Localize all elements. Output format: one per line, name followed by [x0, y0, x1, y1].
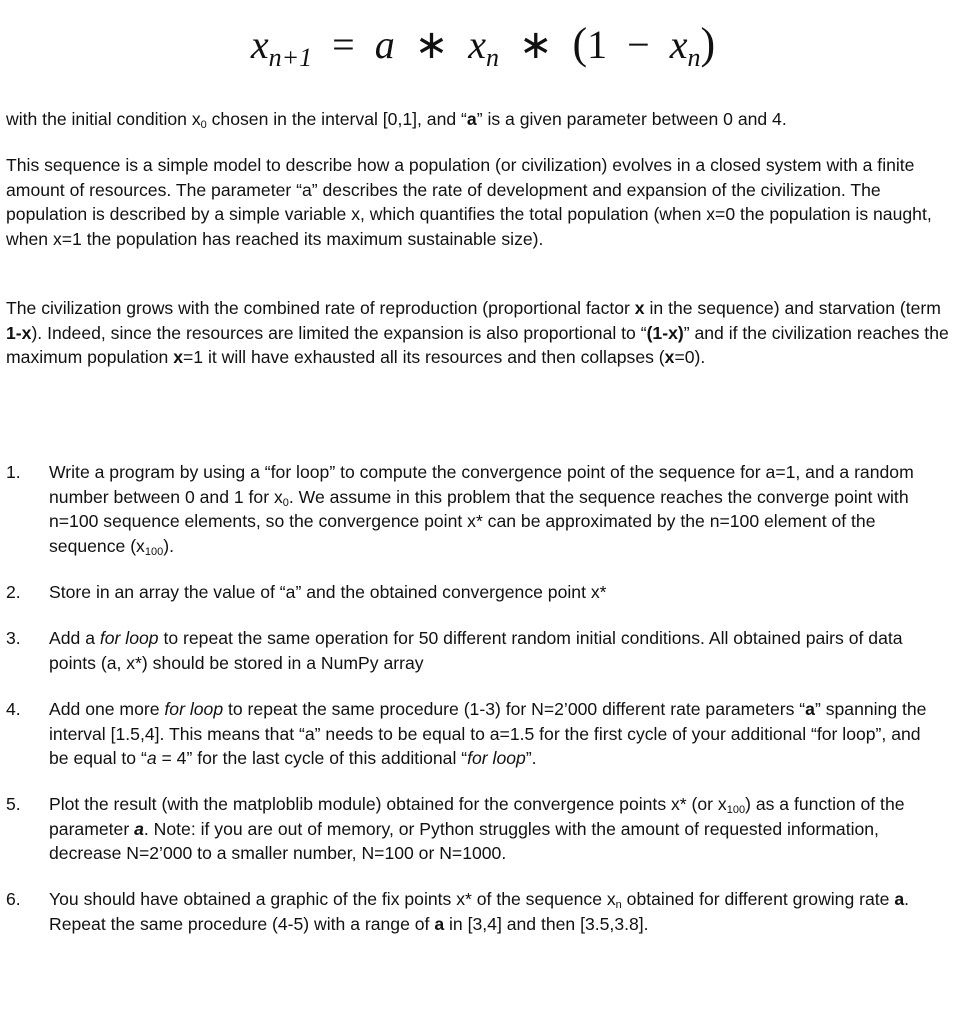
item4-text-2: to repeat the same procedure (1-3) for N=2’000 different rate parameters “ — [223, 699, 806, 719]
p3-bold-4: x — [173, 347, 184, 367]
item1-sub-2: 100 — [144, 545, 164, 558]
item-number: 5. — [6, 794, 21, 814]
item4-text-1: Add one more — [49, 699, 165, 719]
p3-bold-3: (1-x) — [646, 322, 684, 343]
item6-sub-1: n — [615, 899, 622, 911]
item4-italic-1: for loop — [164, 699, 224, 719]
item6-text-1: You should have obtained a graphic of the fix points x* of the sequence x — [49, 889, 616, 909]
item3-text-2: to repeat the same operation for 50 different random initial conditions. All obtained pairs of data points (a, x*) should be stored in a NumPy array — [49, 628, 903, 673]
item-text — [49, 580, 944, 605]
item-number: 4. — [6, 699, 21, 719]
eq-lhs-sub: n+1 — [268, 43, 313, 72]
intro-sub: 0 — [200, 119, 207, 131]
p3-text-2: in the sequence) and starvation (term — [644, 298, 941, 318]
eq-times-2: ∗ — [519, 22, 553, 67]
eq-param-a: a — [374, 22, 395, 67]
item4-italic-2: a — [146, 748, 157, 768]
growth-paragraph — [6, 296, 951, 370]
eq-lhs-var: x — [250, 22, 269, 67]
item-number: 2. — [6, 582, 21, 602]
item5-text-3: . Note: if you are out of memory, or Python struggles with the amount of requested information, decrease N=2’000 to a smaller number, N=100 or N=1000. — [49, 818, 879, 863]
item3-text-1: Add a — [49, 628, 100, 648]
item6-bold-1: a — [894, 889, 905, 909]
eq-x2: x — [669, 22, 688, 67]
item5-text-2: ) as a function of the parameter — [49, 794, 905, 839]
eq-times-1: ∗ — [414, 22, 449, 67]
item5-text-1: Plot the result (with the matploblib module) obtained for the convergence points x* (or x — [49, 794, 727, 814]
eq-x1-sub: n — [486, 43, 499, 72]
p3-text-5: =1 it will have exhausted all its resources and then collapses ( — [183, 347, 665, 367]
item6-text-4: in [3,4] and then [3.5,3.8]. — [444, 913, 649, 934]
eq-lparen: ( — [572, 19, 588, 68]
intro-text-1: with the initial condition x — [6, 109, 201, 129]
item5-bold-italic-1: a — [134, 818, 144, 839]
intro-text-2: chosen in the interval [0,1], and “ — [206, 109, 467, 129]
item-number: 1. — [6, 462, 21, 482]
item1-text-1: Write a program by using a “for loop” to compute the convergence point of the sequence for a=1, and a random number between 0 and 1 for x — [49, 462, 914, 507]
item2-text-1: Store in an array the value of “a” and the obtained convergence point x* — [49, 582, 607, 602]
intro-bold-a: a — [466, 109, 477, 129]
p3-text-6: =0). — [674, 347, 706, 367]
item4-text-4: = 4” for the last cycle of this additional “ — [156, 748, 468, 768]
eq-x2-sub: n — [687, 43, 701, 72]
intro-paragraph — [6, 107, 951, 132]
item-number: 6. — [6, 889, 21, 909]
item5-sub-1: 100 — [726, 804, 746, 816]
item6-bold-2: a — [434, 913, 445, 934]
item-text — [49, 460, 944, 558]
item-text — [49, 792, 944, 866]
item4-text-3: ” spanning the interval [1.5,4]. This means that “a” needs to be equal to a=1.5 for the first cycle of your additional “for loop”, and be equal to “ — [49, 699, 927, 768]
item3-italic-1: for loop — [99, 628, 159, 648]
item6-text-3: . Repeat the same procedure (4-5) with a range of — [49, 889, 910, 934]
p3-text-1: The civilization grows with the combined rate of reproduction (proportional factor — [6, 298, 635, 318]
item4-bold-1: a — [805, 699, 815, 719]
p3-bold-1: x — [634, 298, 645, 318]
p3-bold-2: 1-x — [6, 322, 32, 343]
p3-text-3: ). Indeed, since the resources are limited the expansion is also proportional to “ — [31, 322, 647, 343]
eq-x1: x — [468, 22, 486, 67]
item-text — [49, 887, 944, 936]
p3-bold-5: x — [664, 347, 675, 367]
item4-italic-3: for loop — [467, 748, 526, 768]
item1-sub-1: 0 — [282, 496, 289, 509]
eq-equals: = — [332, 22, 355, 67]
item4-text-5: ”. — [525, 748, 537, 768]
model-description-paragraph: This sequence is a simple model to describe how a population (or civilization) evolves in a closed system with a finite amount of resources. The parameter “a” describes the rate of development and expansion of the civilization. The population is described by a simple variable x, which quantifies the total population (when x=0 the population is naught, when x=1 the population has reached its maximum sustainable size). — [6, 155, 932, 249]
intro-text-3: ” is a given parameter between 0 and 4. — [476, 109, 787, 129]
logistic-map-equation — [0, 18, 966, 73]
eq-one: 1 — [587, 22, 608, 67]
eq-rparen: ) — [700, 19, 716, 68]
item-text — [49, 697, 944, 771]
item6-text-2: obtained for different growing rate — [621, 889, 895, 909]
p3-text-4: ” and if the civilization reaches the maximum population — [6, 322, 949, 367]
item1-text-2: . We assume in this problem that the sequence reaches the converge point with n=100 sequence elements, so the convergence point x* can be approximated by the n=100 element of the sequence (x — [49, 486, 909, 556]
item-number: 3. — [6, 628, 21, 648]
item-text — [49, 626, 944, 675]
item1-text-3: ). — [163, 535, 174, 556]
eq-minus: − — [627, 22, 650, 67]
